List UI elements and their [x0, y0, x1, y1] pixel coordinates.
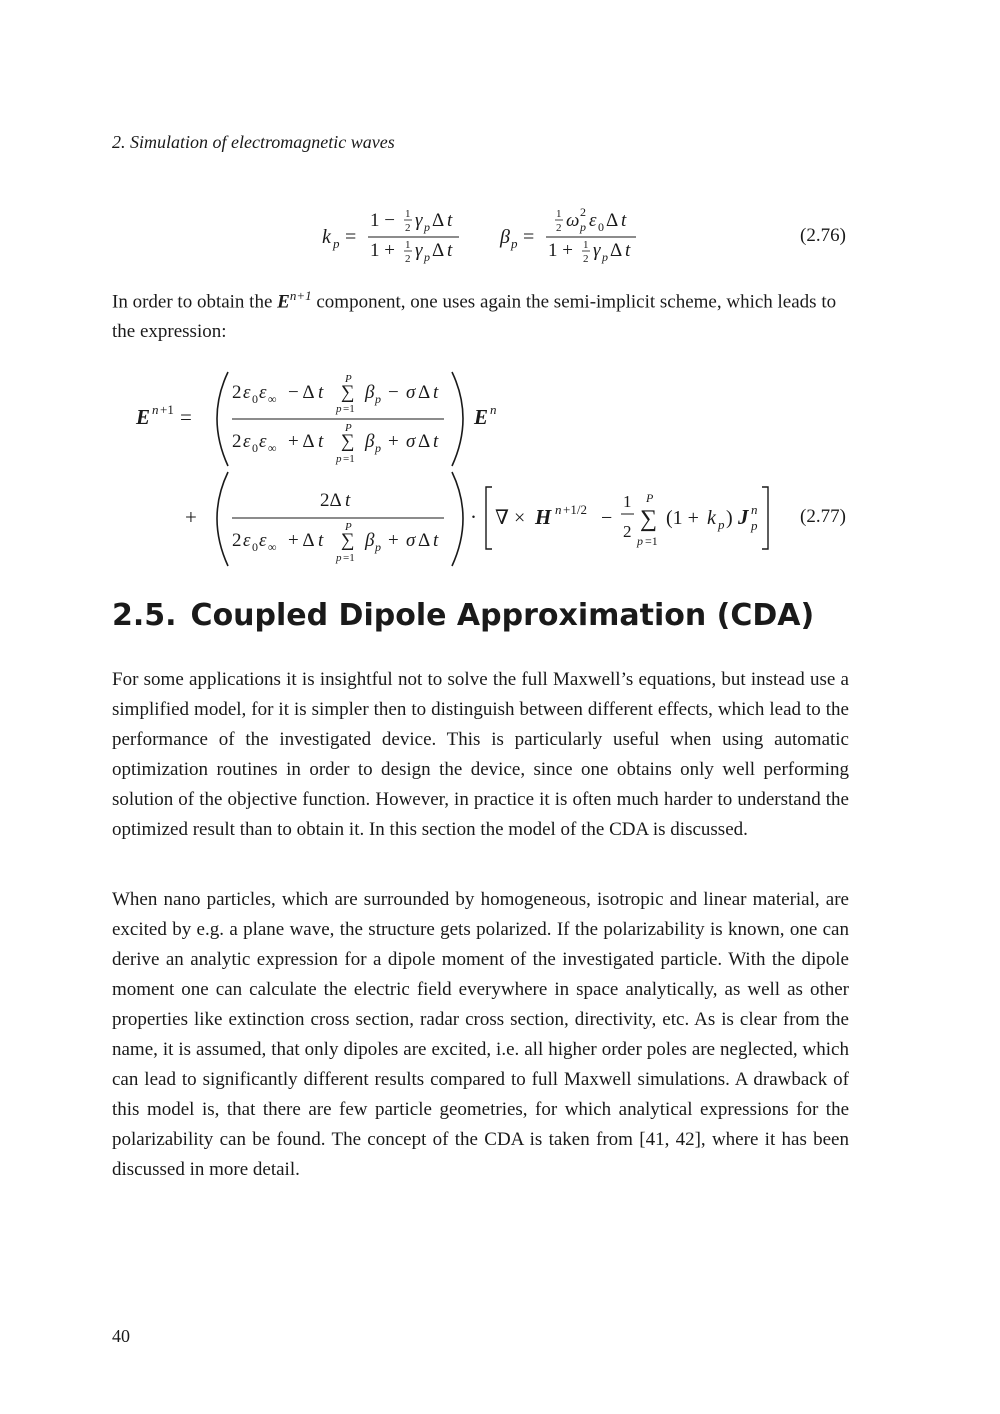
- section-number: 2.5.: [112, 598, 177, 633]
- svg-text:p: p: [375, 540, 381, 554]
- svg-text:β: β: [500, 226, 510, 248]
- svg-text:∑: ∑: [640, 506, 658, 532]
- svg-text:−: −: [601, 507, 613, 529]
- svg-text:): ): [726, 507, 733, 529]
- svg-text:1: 1: [583, 239, 589, 251]
- svg-text:− Δ: − Δ: [288, 382, 315, 403]
- svg-text:1 +: 1 +: [370, 240, 395, 261]
- svg-text:p: p: [424, 250, 430, 264]
- svg-text:+: +: [388, 530, 399, 551]
- svg-text:ε: ε: [243, 530, 251, 551]
- svg-text:t: t: [318, 431, 324, 452]
- svg-text:n: n: [751, 502, 758, 517]
- svg-text:∑: ∑: [341, 431, 355, 452]
- svg-text:E: E: [474, 405, 489, 429]
- svg-text:ε: ε: [259, 530, 267, 551]
- svg-text:γ: γ: [415, 240, 423, 261]
- svg-text:2: 2: [556, 222, 562, 234]
- svg-text:2: 2: [232, 382, 242, 403]
- intro-symbol-sup: n+1: [289, 288, 312, 303]
- svg-text:+: +: [185, 505, 197, 529]
- svg-text:∞: ∞: [268, 392, 277, 406]
- svg-text:p: p: [637, 534, 643, 548]
- paragraph-1: For some applications it is insightful not to solve the full Maxwell’s equations, but instead use a simplified model, for it is simpler then to distinguish between different effects, which lead to the performance of the investigated device. This is particularly useful when using automatic optimization routines in order to design the device, since one obtains only well performing solution of the objective function. However, in practice it is often much harder to understand the optimized result than to obtain it. In this section the model of the CDA is discussed.: [112, 669, 849, 840]
- svg-text:t: t: [447, 240, 453, 261]
- svg-text:P: P: [345, 521, 352, 533]
- svg-text:ω: ω: [566, 210, 580, 231]
- svg-text:Δ: Δ: [418, 431, 431, 452]
- paragraph-2: When nano particles, which are surrounded by homogeneous, isotropic and linear material, are excited by e.g. a plane wave, the structure gets polarized. If the polarizability is known, one can derive an analytic expression for a dipole moment of the investigated particle. With the dipole moment one can calculate the electric field everywhere in space analytically, as well as other properties like extinction cross section, radar cross section, directivity, etc. As is clear from the name, it is assumed, that only dipoles are excited, i.e. all higher order poles are neglected, which can lead to significantly different results compared to full Maxwell simulations. A drawback of this model is, that there are few particle geometries, for which analytical expressions for the polarizability can be found. The concept of the CDA is taken from [41, 42], where it has been discussed in more detail.: [112, 889, 849, 1180]
- svg-text:n: n: [490, 402, 497, 417]
- svg-text:+ Δ: + Δ: [288, 431, 315, 452]
- svg-text:t: t: [433, 530, 439, 551]
- svg-text:=1: =1: [343, 403, 355, 415]
- equation-number-2-76: (2.76): [800, 225, 846, 246]
- svg-text:+1/2: +1/2: [563, 502, 587, 517]
- svg-text:p: p: [602, 250, 608, 264]
- svg-text:t: t: [433, 382, 439, 403]
- svg-text:2: 2: [232, 530, 242, 551]
- svg-text:0: 0: [252, 540, 258, 554]
- equation-2-76: [0, 200, 1000, 270]
- svg-text:t: t: [318, 382, 324, 403]
- svg-text:β: β: [365, 431, 375, 452]
- svg-text:p: p: [336, 453, 342, 465]
- svg-text:β: β: [365, 382, 375, 403]
- svg-text:0: 0: [252, 441, 258, 455]
- svg-text:+1: +1: [160, 402, 174, 417]
- svg-text:p: p: [336, 552, 342, 564]
- svg-text:2Δ: 2Δ: [320, 490, 342, 511]
- svg-text:Δ: Δ: [606, 210, 619, 231]
- svg-text:P: P: [345, 422, 352, 434]
- svg-text:J: J: [738, 505, 749, 529]
- section-title-text: Coupled Dipole Approximation (CDA): [190, 598, 815, 633]
- svg-text:σ: σ: [406, 382, 416, 403]
- svg-text:∑: ∑: [341, 530, 355, 551]
- svg-text:=: =: [180, 405, 192, 429]
- svg-text:p: p: [751, 518, 758, 533]
- svg-text:γ: γ: [415, 210, 423, 231]
- svg-text:Δ: Δ: [610, 240, 623, 261]
- svg-text:p: p: [424, 220, 430, 234]
- svg-text:=1: =1: [343, 552, 355, 564]
- svg-text:2: 2: [580, 205, 586, 219]
- equation-2-77: [0, 360, 1000, 580]
- svg-text:σ: σ: [406, 530, 416, 551]
- svg-text:p: p: [511, 236, 518, 251]
- svg-text:ε: ε: [243, 382, 251, 403]
- svg-text:=1: =1: [343, 453, 355, 465]
- svg-text:1: 1: [623, 492, 632, 511]
- svg-text:ε: ε: [243, 431, 251, 452]
- intro-before: In order to obtain the: [112, 291, 278, 313]
- svg-text:Δ: Δ: [432, 240, 445, 261]
- svg-text:+: +: [388, 431, 399, 452]
- svg-text:1: 1: [405, 239, 411, 251]
- svg-text:2: 2: [583, 253, 589, 265]
- svg-text:P: P: [345, 373, 352, 385]
- svg-text:t: t: [433, 431, 439, 452]
- svg-text:∇ ×: ∇ ×: [495, 507, 526, 529]
- svg-text:t: t: [318, 530, 324, 551]
- svg-text:1: 1: [405, 208, 411, 220]
- svg-text:t: t: [625, 240, 631, 261]
- intro-after: component, one uses again the semi-implicit scheme, which leads to the expression:: [112, 291, 837, 343]
- svg-text:p: p: [375, 392, 381, 406]
- svg-text:P: P: [646, 491, 654, 505]
- svg-text:1 −: 1 −: [370, 210, 395, 231]
- svg-text:0: 0: [252, 392, 258, 406]
- svg-text:n: n: [152, 402, 159, 417]
- svg-text:2: 2: [232, 431, 242, 452]
- svg-text:Δ: Δ: [432, 210, 445, 231]
- running-header: 2. Simulation of electromagnetic waves: [112, 132, 395, 152]
- equation-number-2-77: (2.77): [800, 506, 846, 527]
- svg-text:=1: =1: [645, 534, 658, 548]
- svg-text:2: 2: [623, 522, 632, 541]
- svg-text:ε: ε: [259, 431, 267, 452]
- svg-text:k: k: [322, 226, 331, 248]
- page-number: 40: [112, 1326, 130, 1346]
- svg-text:H: H: [535, 505, 552, 529]
- intro-symbol: E: [277, 291, 290, 313]
- svg-text:t: t: [345, 490, 351, 511]
- svg-text:p: p: [333, 236, 340, 251]
- svg-text:p: p: [336, 403, 342, 415]
- svg-text:t: t: [447, 210, 453, 231]
- svg-text:=: =: [345, 226, 357, 248]
- intro-paragraph: [112, 281, 849, 347]
- svg-text:∑: ∑: [341, 382, 355, 403]
- svg-text:=: =: [523, 226, 535, 248]
- svg-text:·: ·: [470, 505, 477, 529]
- svg-text:ε: ε: [259, 382, 267, 403]
- svg-text:∞: ∞: [268, 540, 277, 554]
- svg-text:1: 1: [556, 208, 562, 220]
- svg-text:n: n: [555, 502, 562, 517]
- svg-text:σ: σ: [406, 431, 416, 452]
- svg-text:E: E: [136, 405, 151, 429]
- svg-text:1 +: 1 +: [548, 240, 573, 261]
- svg-text:p: p: [375, 441, 381, 455]
- svg-text:−: −: [388, 382, 399, 403]
- svg-text:Δ: Δ: [418, 382, 431, 403]
- svg-text:k: k: [707, 507, 716, 529]
- svg-text:Δ: Δ: [418, 530, 431, 551]
- section-heading: [112, 598, 828, 633]
- svg-text:p: p: [718, 517, 725, 532]
- svg-text:(1 +: (1 +: [666, 507, 699, 529]
- svg-text:∞: ∞: [268, 441, 277, 455]
- svg-text:γ: γ: [593, 240, 601, 261]
- svg-text:0: 0: [598, 220, 604, 234]
- svg-text:ε: ε: [589, 210, 597, 231]
- svg-text:t: t: [621, 210, 627, 231]
- svg-text:2: 2: [405, 253, 411, 265]
- svg-text:β: β: [365, 530, 375, 551]
- svg-text:p: p: [580, 220, 586, 234]
- svg-text:+ Δ: + Δ: [288, 530, 315, 551]
- svg-text:2: 2: [405, 222, 411, 234]
